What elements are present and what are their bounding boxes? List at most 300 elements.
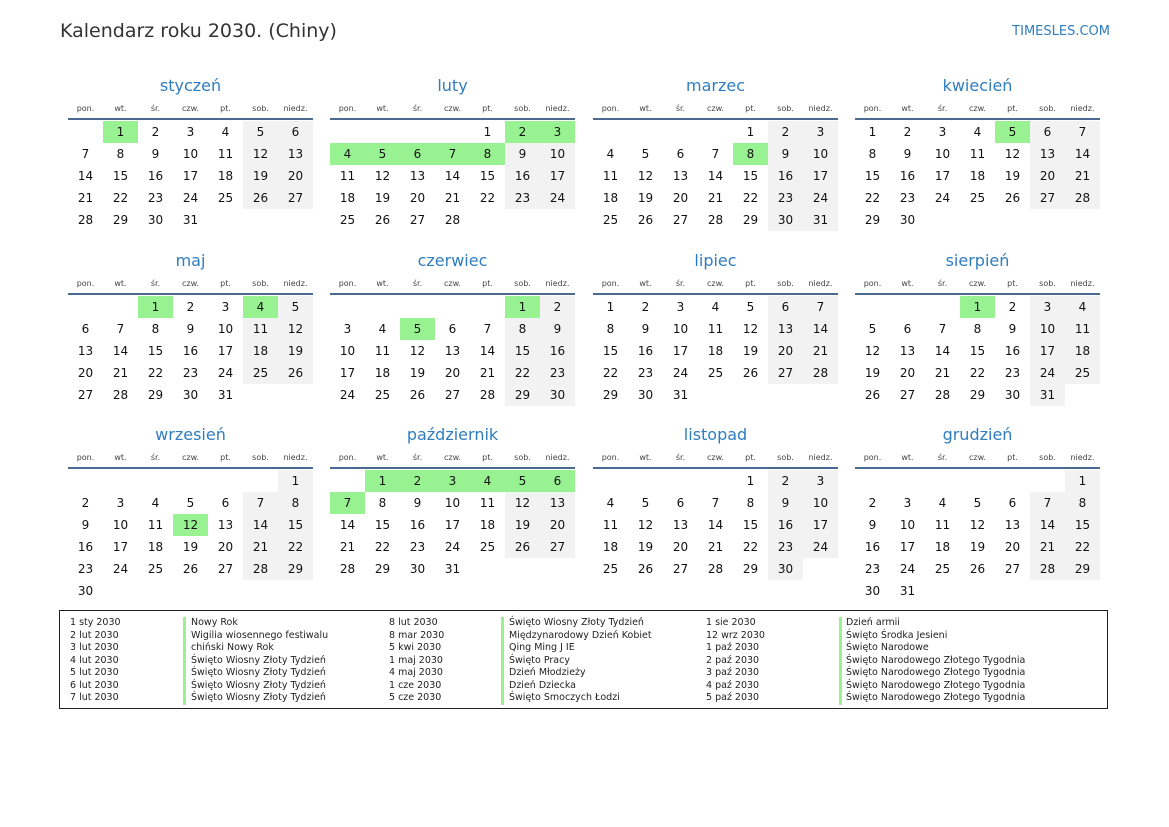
day-cell: 15 [374, 518, 391, 532]
legend-date: 5 paź 2030 [706, 692, 760, 703]
day-cell: 10 [803, 492, 838, 514]
day-cell: 26 [637, 213, 654, 227]
month-4 [855, 74, 1100, 231]
day-cell: 2 [151, 125, 160, 139]
legend-dates-3 [706, 617, 765, 705]
day-cell: 30 [77, 584, 94, 598]
day-cell: 23 [864, 562, 881, 576]
day-cell: 22 [742, 191, 759, 205]
weekday-label: sob. [252, 103, 269, 113]
day-cell: 25 [479, 540, 496, 554]
weekday-header [593, 447, 838, 469]
day-cell: 10 [112, 518, 129, 532]
day-cell: 10 [803, 143, 838, 165]
empty-cell [173, 470, 208, 492]
legend-holiday-name: chiński Nowy Rok [191, 642, 274, 653]
day-cell: 11 [243, 318, 278, 340]
weekday-label: sob. [514, 452, 531, 462]
day-cell: 27 [1004, 562, 1021, 576]
weekday-label: wt. [639, 278, 652, 288]
month-1 [68, 74, 313, 231]
day-cell: 25 [374, 388, 391, 402]
weekday-label: sob. [252, 452, 269, 462]
month-10 [330, 423, 575, 580]
day-cell: 27 [278, 187, 313, 209]
day-cell: 9 [186, 322, 195, 336]
month-name: maj [175, 251, 206, 270]
month-name: grudzień [942, 425, 1013, 444]
day-cell: 6 [81, 322, 90, 336]
month-6 [330, 249, 575, 406]
legend-holiday-name: Dzień Dziecka [509, 679, 576, 691]
day-grid [593, 296, 838, 406]
weekday-label: śr. [412, 452, 423, 462]
day-cell: 17 [182, 169, 199, 183]
weekday-label: pt. [1007, 452, 1018, 462]
day-cell: 17 [217, 344, 234, 358]
day-cell: 15 [969, 344, 986, 358]
day-cell: 9 [641, 322, 650, 336]
day-cell: 16 [505, 165, 540, 187]
day-cell: 17 [803, 165, 838, 187]
weekday-label: sob. [514, 278, 531, 288]
day-cell: 14 [707, 518, 724, 532]
day-cell: 28 [444, 213, 461, 227]
holiday-legend [59, 610, 1108, 709]
empty-cell [628, 121, 663, 143]
holiday-day-cell: 6 [400, 143, 435, 165]
day-cell: 23 [768, 187, 803, 209]
day-cell: 17 [540, 165, 575, 187]
day-cell: 21 [339, 540, 356, 554]
day-cell: 13 [768, 318, 803, 340]
day-cell: 12 [505, 492, 540, 514]
day-cell: 26 [742, 366, 759, 380]
weekday-label: czw. [969, 103, 986, 113]
weekday-label: czw. [444, 452, 461, 462]
empty-cell [330, 296, 365, 318]
month-name: styczeń [159, 76, 222, 95]
day-cell: 24 [803, 536, 838, 558]
day-cell: 16 [637, 344, 654, 358]
day-cell: 7 [803, 296, 838, 318]
day-cell: 17 [934, 169, 951, 183]
day-cell: 17 [672, 344, 689, 358]
day-cell: 28 [339, 562, 356, 576]
day-cell: 13 [77, 344, 94, 358]
weekday-label: sob. [1039, 103, 1056, 113]
day-cell: 13 [899, 344, 916, 358]
empty-cell [243, 470, 278, 492]
day-cell: 4 [606, 496, 615, 510]
day-cell: 30 [768, 209, 803, 231]
legend-names-2 [509, 617, 652, 705]
day-cell: 8 [116, 147, 125, 161]
day-cell: 8 [278, 492, 313, 514]
month-9 [68, 423, 313, 602]
day-cell: 3 [1030, 296, 1065, 318]
legend-color-bar [183, 617, 186, 705]
day-cell: 24 [934, 191, 951, 205]
day-cell: 8 [606, 322, 615, 336]
day-cell: 20 [672, 191, 689, 205]
day-cell: 30 [409, 562, 426, 576]
weekday-label: czw. [182, 452, 199, 462]
legend-holiday-name: Święto Wiosny Złoty Tydzień [509, 617, 644, 628]
weekday-label: sob. [252, 278, 269, 288]
day-cell: 14 [1030, 514, 1065, 536]
day-cell: 29 [278, 558, 313, 580]
day-cell: 6 [903, 322, 912, 336]
weekday-label: pon. [863, 103, 882, 113]
legend-holiday-name: Święto Wiosny Złoty Tydzień [191, 679, 326, 691]
day-cell: 12 [637, 518, 654, 532]
day-cell: 30 [540, 384, 575, 406]
day-cell: 20 [278, 165, 313, 187]
day-cell: 20 [672, 540, 689, 554]
day-cell: 21 [444, 191, 461, 205]
day-cell: 11 [602, 169, 619, 183]
weekday-label: czw. [444, 103, 461, 113]
empty-cell [470, 296, 505, 318]
day-cell: 25 [707, 366, 724, 380]
weekday-label: pon. [76, 103, 95, 113]
day-cell: 2 [81, 496, 90, 510]
day-cell: 15 [1065, 514, 1100, 536]
day-cell: 15 [742, 169, 759, 183]
day-cell: 24 [540, 187, 575, 209]
weekday-header [68, 273, 313, 295]
day-cell: 30 [768, 558, 803, 580]
legend-date: 1 sty 2030 [70, 617, 121, 628]
day-cell: 14 [479, 344, 496, 358]
day-cell: 3 [221, 300, 230, 314]
day-cell: 16 [409, 518, 426, 532]
day-cell: 27 [899, 388, 916, 402]
day-cell: 24 [899, 562, 916, 576]
day-cell: 12 [742, 322, 759, 336]
holiday-day-cell: 1 [103, 121, 138, 143]
empty-cell [698, 470, 733, 492]
month-name: czerwiec [417, 251, 488, 270]
day-cell: 10 [339, 344, 356, 358]
day-cell: 5 [746, 300, 755, 314]
weekday-label: wt. [114, 452, 127, 462]
day-cell: 5 [243, 121, 278, 143]
day-cell: 6 [676, 496, 685, 510]
legend-dates-1 [70, 617, 121, 705]
day-cell: 28 [803, 362, 838, 384]
day-cell: 2 [903, 125, 912, 139]
empty-cell [365, 121, 400, 143]
weekday-label: niedz. [283, 103, 308, 113]
day-cell: 15 [505, 340, 540, 362]
day-cell: 4 [606, 147, 615, 161]
empty-cell [103, 470, 138, 492]
day-cell: 2 [540, 296, 575, 318]
legend-holiday-name: Święto Narodowego Złotego Tygodnia [846, 667, 1026, 678]
day-cell: 28 [934, 388, 951, 402]
day-grid [330, 470, 575, 580]
legend-holiday-name: Święto Wiosny Złoty Tydzień [191, 692, 326, 703]
day-cell: 11 [339, 169, 356, 183]
page-title: Kalendarz roku 2030. (Chiny) [60, 20, 337, 42]
holiday-day-cell: 12 [173, 514, 208, 536]
empty-cell [628, 470, 663, 492]
day-cell: 8 [1065, 492, 1100, 514]
weekday-label: pt. [1007, 103, 1018, 113]
day-cell: 11 [479, 496, 496, 510]
day-cell: 5 [973, 496, 982, 510]
month-2 [330, 74, 575, 231]
weekday-label: niedz. [545, 452, 570, 462]
day-cell: 13 [444, 344, 461, 358]
month-8 [855, 249, 1100, 406]
day-cell: 27 [409, 213, 426, 227]
day-cell: 4 [151, 496, 160, 510]
day-cell: 19 [409, 366, 426, 380]
day-grid [855, 121, 1100, 231]
weekday-header [593, 98, 838, 120]
weekday-label: sob. [514, 103, 531, 113]
legend-holiday-name: Święto Narodowego Złotego Tygodnia [846, 692, 1026, 703]
day-cell: 9 [505, 143, 540, 165]
legend-holiday-name: Święto Smoczych Łodzi [509, 692, 620, 703]
empty-cell [68, 470, 103, 492]
day-cell: 21 [112, 366, 129, 380]
day-cell: 28 [77, 213, 94, 227]
holiday-day-cell: 7 [435, 143, 470, 165]
day-cell: 12 [409, 344, 426, 358]
legend-holiday-name: Święto Narodowego Złotego Tygodnia [846, 679, 1026, 691]
day-cell: 23 [768, 536, 803, 558]
day-cell: 22 [864, 191, 881, 205]
weekday-label: wt. [901, 103, 914, 113]
day-cell: 3 [903, 496, 912, 510]
weekday-label: śr. [150, 278, 161, 288]
day-cell: 15 [864, 169, 881, 183]
weekday-label: czw. [707, 452, 724, 462]
day-cell: 13 [409, 169, 426, 183]
day-cell: 19 [374, 191, 391, 205]
day-cell: 2 [768, 470, 803, 492]
day-cell: 6 [676, 147, 685, 161]
weekday-label: pt. [745, 278, 756, 288]
weekday-label: pon. [863, 278, 882, 288]
holiday-day-cell: 4 [330, 143, 365, 165]
holiday-day-cell: 6 [540, 470, 575, 492]
weekday-label: niedz. [1070, 452, 1095, 462]
day-cell: 21 [803, 340, 838, 362]
legend-date: 3 lut 2030 [70, 642, 119, 653]
holiday-day-cell: 4 [470, 470, 505, 492]
day-cell: 5 [278, 296, 313, 318]
day-cell: 20 [768, 340, 803, 362]
empty-cell [890, 296, 925, 318]
legend-date: 7 lut 2030 [70, 692, 119, 703]
day-cell: 17 [1030, 340, 1065, 362]
day-cell: 20 [1004, 540, 1021, 554]
day-cell: 15 [112, 169, 129, 183]
day-grid [330, 296, 575, 406]
day-cell: 23 [899, 191, 916, 205]
weekday-label: śr. [675, 103, 686, 113]
month-name: listopad [683, 425, 748, 444]
weekday-label: śr. [937, 452, 948, 462]
empty-cell [698, 121, 733, 143]
day-cell: 11 [1065, 318, 1100, 340]
day-cell: 30 [899, 213, 916, 227]
weekday-header [330, 447, 575, 469]
day-cell: 5 [868, 322, 877, 336]
weekday-label: wt. [376, 278, 389, 288]
day-cell: 29 [112, 213, 129, 227]
day-cell: 12 [1004, 147, 1021, 161]
day-cell: 24 [1030, 362, 1065, 384]
legend-names-3 [846, 617, 1025, 705]
day-cell: 4 [221, 125, 230, 139]
empty-cell [890, 470, 925, 492]
empty-cell [138, 470, 173, 492]
day-cell: 9 [903, 147, 912, 161]
day-cell: 18 [147, 540, 164, 554]
day-cell: 13 [672, 518, 689, 532]
day-cell: 23 [1004, 366, 1021, 380]
day-cell: 21 [479, 366, 496, 380]
day-cell: 27 [672, 562, 689, 576]
day-cell: 31 [803, 209, 838, 231]
day-cell: 11 [969, 147, 986, 161]
day-cell: 9 [868, 518, 877, 532]
day-cell: 24 [803, 187, 838, 209]
month-name: październik [406, 425, 499, 444]
weekday-label: pt. [220, 103, 231, 113]
day-cell: 26 [409, 388, 426, 402]
day-cell: 29 [374, 562, 391, 576]
weekday-label: śr. [412, 278, 423, 288]
day-cell: 24 [444, 540, 461, 554]
day-cell: 29 [1065, 558, 1100, 580]
day-cell: 4 [1065, 296, 1100, 318]
day-cell: 31 [444, 562, 461, 576]
day-cell: 25 [339, 213, 356, 227]
day-cell: 2 [768, 121, 803, 143]
holiday-day-cell: 3 [435, 470, 470, 492]
day-cell: 31 [182, 213, 199, 227]
day-cell: 25 [602, 562, 619, 576]
day-cell: 11 [602, 518, 619, 532]
day-cell: 8 [746, 496, 755, 510]
day-cell: 3 [938, 125, 947, 139]
day-cell: 8 [378, 496, 387, 510]
day-cell: 9 [1008, 322, 1017, 336]
day-cell: 16 [182, 344, 199, 358]
legend-holiday-name: Święto Wiosny Złoty Tydzień [191, 667, 326, 678]
day-cell: 21 [934, 366, 951, 380]
day-cell: 18 [602, 191, 619, 205]
day-cell: 16 [864, 540, 881, 554]
legend-color-bar [501, 617, 504, 705]
day-cell: 7 [116, 322, 125, 336]
day-cell: 24 [112, 562, 129, 576]
day-grid [593, 121, 838, 231]
brand-link[interactable]: TIMESLES.COM [1012, 24, 1110, 39]
holiday-day-cell: 5 [400, 318, 435, 340]
weekday-header [330, 98, 575, 120]
empty-cell [435, 121, 470, 143]
day-cell: 9 [768, 143, 803, 165]
weekday-label: wt. [114, 103, 127, 113]
day-cell: 24 [339, 388, 356, 402]
holiday-day-cell: 3 [540, 121, 575, 143]
day-cell: 7 [81, 147, 90, 161]
weekday-label: niedz. [808, 103, 833, 113]
day-cell: 21 [707, 540, 724, 554]
weekday-label: niedz. [808, 278, 833, 288]
holiday-day-cell: 5 [365, 143, 400, 165]
empty-cell [855, 470, 890, 492]
day-cell: 6 [278, 121, 313, 143]
day-cell: 22 [479, 191, 496, 205]
month-3 [593, 74, 838, 231]
empty-cell [925, 296, 960, 318]
day-cell: 18 [243, 340, 278, 362]
month-name: lipiec [694, 251, 737, 270]
month-12 [855, 423, 1100, 602]
day-cell: 21 [243, 536, 278, 558]
day-cell: 23 [77, 562, 94, 576]
day-cell: 4 [973, 125, 982, 139]
weekday-label: wt. [639, 452, 652, 462]
day-cell: 14 [112, 344, 129, 358]
weekday-label: niedz. [1070, 278, 1095, 288]
day-cell: 11 [147, 518, 164, 532]
day-cell: 20 [444, 366, 461, 380]
empty-cell [995, 470, 1030, 492]
day-cell: 20 [217, 540, 234, 554]
weekday-label: śr. [150, 452, 161, 462]
weekday-label: wt. [901, 278, 914, 288]
holiday-day-cell: 8 [470, 143, 505, 165]
day-cell: 11 [707, 322, 724, 336]
day-cell: 23 [505, 187, 540, 209]
day-cell: 25 [602, 213, 619, 227]
empty-cell [960, 470, 995, 492]
day-cell: 12 [374, 169, 391, 183]
day-cell: 29 [147, 388, 164, 402]
weekday-label: sob. [777, 278, 794, 288]
day-cell: 22 [969, 366, 986, 380]
day-cell: 9 [413, 496, 422, 510]
day-cell: 26 [969, 562, 986, 576]
day-cell: 9 [540, 318, 575, 340]
legend-date: 1 maj 2030 [389, 654, 443, 666]
weekday-label: śr. [937, 103, 948, 113]
day-cell: 31 [1030, 384, 1065, 406]
day-cell: 21 [1065, 165, 1100, 187]
day-grid [68, 296, 313, 406]
day-cell: 11 [217, 147, 234, 161]
weekday-label: niedz. [545, 278, 570, 288]
day-cell: 14 [444, 169, 461, 183]
weekday-label: pt. [745, 452, 756, 462]
day-cell: 9 [768, 492, 803, 514]
month-name: luty [437, 76, 468, 95]
day-grid [68, 121, 313, 231]
weekday-label: pt. [220, 278, 231, 288]
holiday-day-cell: 1 [138, 296, 173, 318]
day-cell: 18 [707, 344, 724, 358]
